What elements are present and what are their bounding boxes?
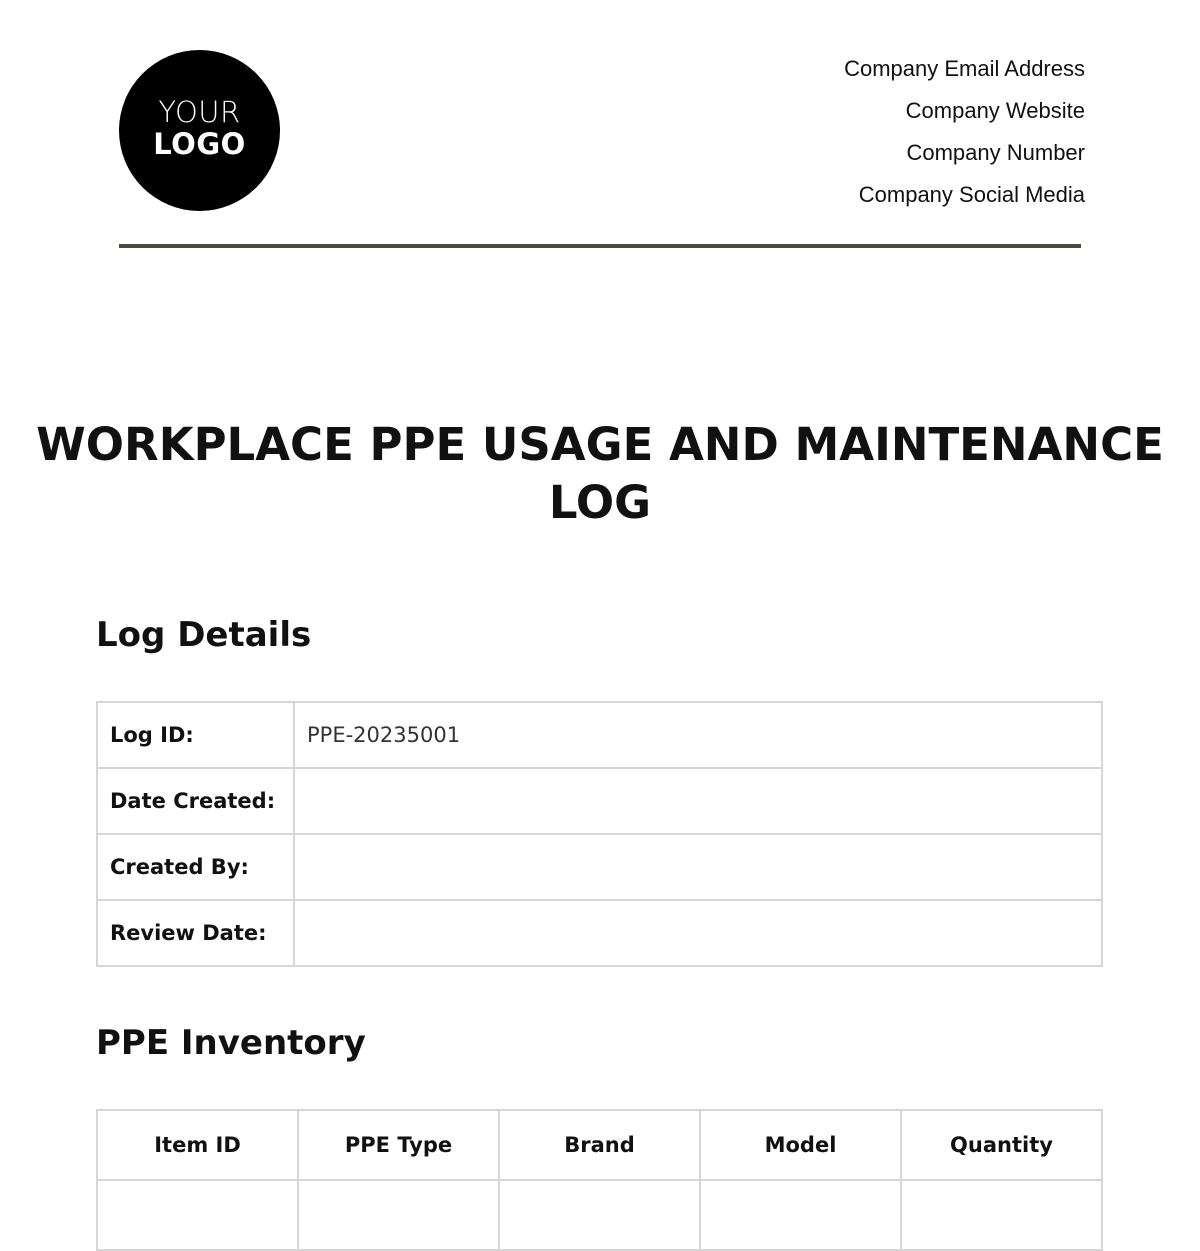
created-by-label: Created By:: [97, 834, 294, 900]
table-cell[interactable]: [298, 1180, 499, 1250]
date-created-label: Date Created:: [97, 768, 294, 834]
table-cell[interactable]: [499, 1180, 700, 1250]
company-logo: [119, 50, 280, 211]
company-contact-block: [844, 54, 1085, 222]
table-row: [97, 1180, 1102, 1250]
column-header-item-id: Item ID: [97, 1110, 298, 1180]
log-id-value[interactable]: PPE-20235001: [294, 702, 1102, 768]
ppe-inventory-table: [96, 1109, 1103, 1251]
header-divider: [119, 244, 1081, 248]
table-cell[interactable]: [901, 1180, 1102, 1250]
table-row: [97, 702, 1102, 768]
company-website: Company Website: [905, 98, 1085, 123]
table-cell[interactable]: [97, 1180, 298, 1250]
company-number: Company Number: [906, 140, 1085, 165]
column-header-quantity: Quantity: [901, 1110, 1102, 1180]
log-details-heading: Log Details: [96, 615, 312, 655]
table-cell[interactable]: [700, 1180, 901, 1250]
company-social-media: Company Social Media: [858, 182, 1085, 207]
table-row: [97, 768, 1102, 834]
document-title: WORKPLACE PPE USAGE AND MAINTENANCE LOG: [36, 418, 1164, 529]
table-header-row: [97, 1110, 1102, 1180]
column-header-model: Model: [700, 1110, 901, 1180]
table-row: [97, 900, 1102, 966]
logo-text-line1: YOUR: [158, 94, 241, 129]
table-row: [97, 834, 1102, 900]
company-email: Company Email Address: [844, 56, 1085, 81]
log-details-table: [96, 701, 1103, 967]
review-date-label: Review Date:: [97, 900, 294, 966]
column-header-ppe-type: PPE Type: [298, 1110, 499, 1180]
created-by-value[interactable]: [294, 834, 1102, 900]
column-header-brand: Brand: [499, 1110, 700, 1180]
review-date-value[interactable]: [294, 900, 1102, 966]
log-id-label: Log ID:: [97, 702, 294, 768]
date-created-value[interactable]: [294, 768, 1102, 834]
logo-text-line2: LOGO: [153, 126, 246, 161]
ppe-inventory-heading: PPE Inventory: [96, 1023, 366, 1063]
